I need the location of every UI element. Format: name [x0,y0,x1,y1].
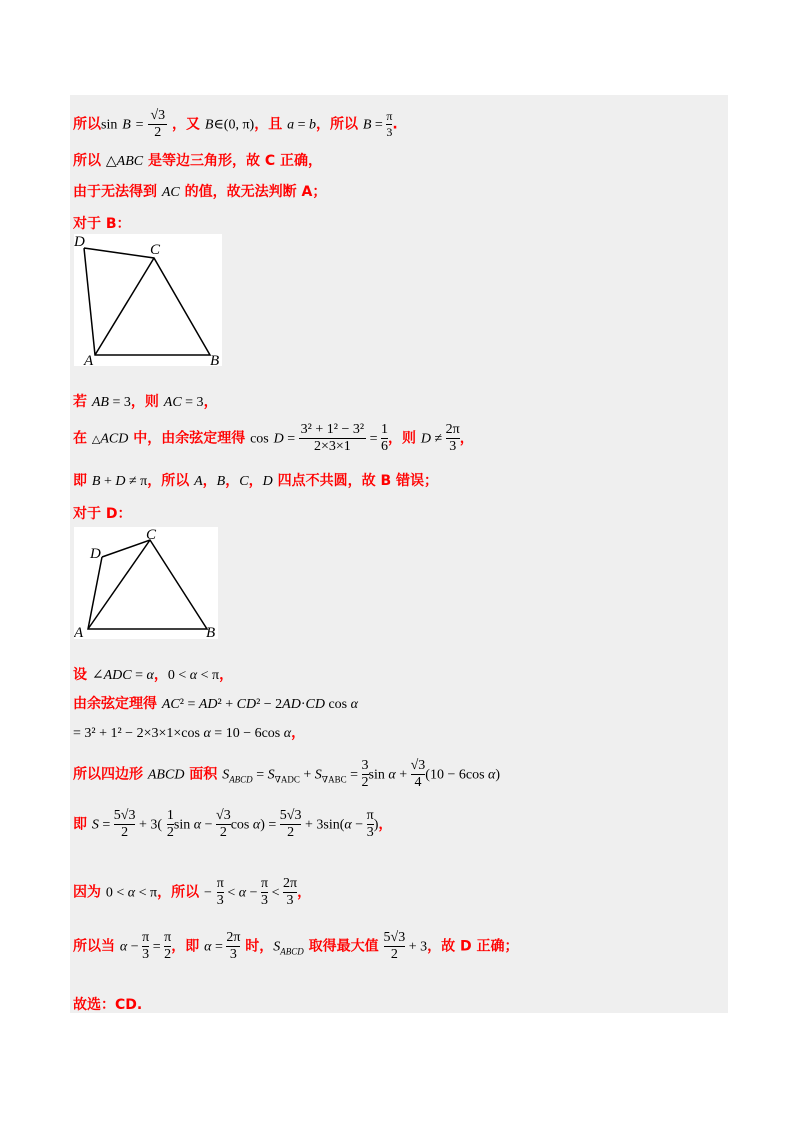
vertex-label-c: C [146,527,157,543]
line-8: 对于 D： [73,506,132,522]
line-10: 由余弦定理得 AC² = AD² + CD² − 2AD·CD cos α [73,696,358,712]
vertex-label-a: A [84,353,94,366]
vertex-label-d: D [74,234,85,250]
quadrilateral-figure-d [74,527,218,639]
vertex-label-b: B [210,353,220,366]
line-3: 由于无法得到 AC 的值，故无法判断 A； [73,184,327,200]
line-16: 故选：CD. [73,997,143,1013]
line-1: 所以sin B = $\frac{√3}{2}$ ，又 B∈(0, π)，且 a = b，所以 B = $\frac{\pi}{3}$ . [73,108,398,140]
line-9: 设 ∠ADC = α，0 < α < π， [73,667,234,683]
line-14: 因为 0 < α < π，所以 − $\frac{\pi}{3}$ < α − $\frac{\pi}{3}$ < $\frac{2\pi}{3}$ ， [73,876,312,908]
line-7: 即 B + D ≠ π，所以 A，B，C，D 四点不共圆，故 B 错误； [73,473,438,489]
line-12: 所以四边形 ABCD 面积 $S_{ABCD} = S_{\nabla ADC} + S_{\nabla ABC}$ = $\frac{3}{2}$ sin α + $\frac{√3}{4}$ (10 − 6cos α) [73,758,501,790]
line-15: 所以当 α − $\frac{\pi}{3}$ = $\frac{\pi}{2}$ ，即 α = $\frac{2\pi}{3}$ 时，$S_{ABCD}$ 取得最大值 $\frac{5√3}{2}$ + 3，故 D 正确； [73,930,519,962]
line-4: 对于 B： [73,216,131,232]
line-2: 所以 △ABC 是等边三角形，故 C 正确， [73,153,323,169]
line-6: 在 △ACD 中，由余弦定理得 cos D = $\frac{\text{3² + 1² − 3²}}{2\times 3\times 1}$ = $\frac{1}{6}$ ，则 D ≠ $\frac{2\pi}{3}$ ， [73,422,474,454]
vertex-label-d: D [90,546,101,562]
line-11: = 3² + 1² − 2×3×1×cos α = 10 − 6cos α， [73,725,306,741]
quadrilateral-figure-b [74,234,222,366]
vertex-label-a: A [74,625,84,639]
line-13: 即 S = $\frac{5√3}{2}$ + 3( $\frac{1}{2}$ sin α − $\frac{√3}{2}$ cos α) = $\frac{5√3}{2}$ + 3sin(α − $\frac{\pi}{3}$ )， [73,808,393,840]
line-5: 若 AB = 3，则 AC = 3， [73,394,218,410]
vertex-label-c: C [150,242,161,258]
vertex-label-b: B [206,625,216,639]
